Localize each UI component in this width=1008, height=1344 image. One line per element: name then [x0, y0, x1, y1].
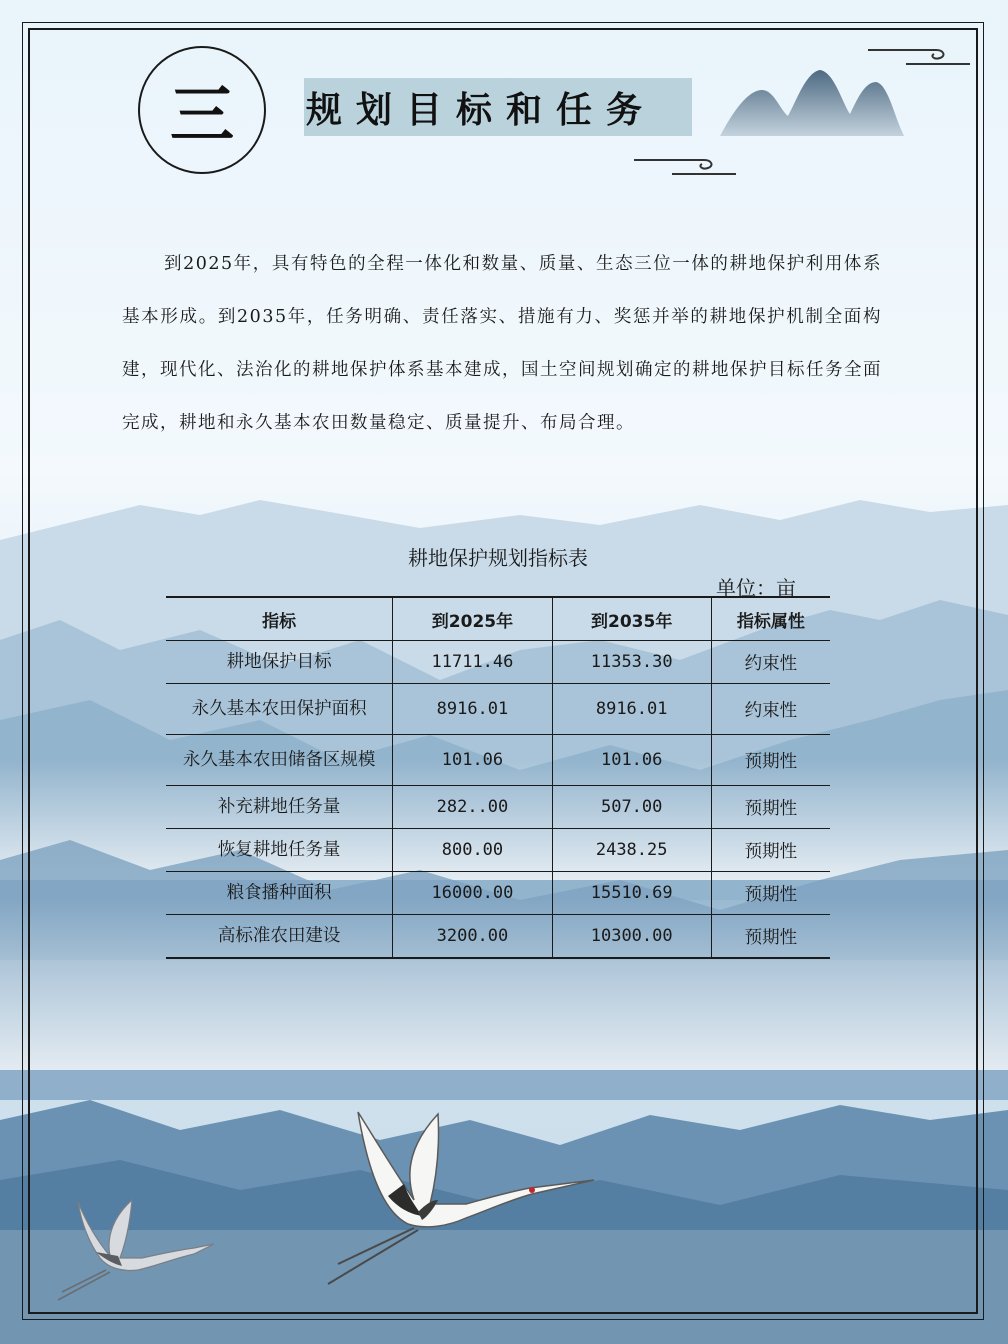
cell-2035: 11353.30 — [552, 641, 711, 684]
cell-2035: 15510.69 — [552, 872, 711, 915]
section-title-text: 规划目标和任务 — [306, 88, 657, 131]
cell-2035: 101.06 — [552, 735, 711, 786]
cell-attribute: 预期性 — [711, 915, 830, 959]
cell-attribute: 预期性 — [711, 872, 830, 915]
header-2035: 到2035年 — [552, 597, 711, 641]
table-row — [166, 872, 830, 915]
cell-indicator: 耕地保护目标 — [166, 641, 393, 684]
cell-2025: 282..00 — [393, 786, 552, 829]
table-unit: 单位：亩 — [716, 576, 796, 600]
cell-2025: 101.06 — [393, 735, 552, 786]
cell-2035: 507.00 — [552, 786, 711, 829]
header-indicator: 指标 — [166, 597, 393, 641]
cell-2025: 800.00 — [393, 829, 552, 872]
cell-2025: 11711.46 — [393, 641, 552, 684]
indicator-table — [166, 596, 830, 959]
table-title: 耕地保护规划指标表 — [408, 546, 588, 570]
header-attribute: 指标属性 — [711, 597, 830, 641]
cloud-line-icon — [632, 150, 744, 182]
header-2025: 到2025年 — [393, 597, 552, 641]
section-numeral — [138, 46, 266, 174]
section-numeral-text: 三 — [170, 78, 234, 153]
cell-attribute: 约束性 — [711, 641, 830, 684]
body-paragraph: 到2025年，具有特色的全程一体化和数量、质量、生态三位一体的耕地保护利用体系基本形成。到2035年，任务明确、责任落实、措施有力、奖惩并举的耕地保护机制全面构建，现代化、法治化的耕地保护体系基本建成，国土空间规划确定的耕地保护目标任务全面完成，耕地和永久基本农田数量稳定、质量提升、布局合理。 — [122, 254, 882, 433]
cell-indicator: 永久基本农田储备区规模 — [166, 735, 393, 786]
cell-2035: 8916.01 — [552, 684, 711, 735]
cell-2035: 10300.00 — [552, 915, 711, 959]
table-row — [166, 829, 830, 872]
cell-2025: 16000.00 — [393, 872, 552, 915]
cell-2025: 8916.01 — [393, 684, 552, 735]
cell-attribute: 预期性 — [711, 829, 830, 872]
table-header-row — [166, 597, 830, 641]
cell-indicator: 高标准农田建设 — [166, 915, 393, 959]
mountain-icon — [716, 66, 908, 142]
cell-attribute: 预期性 — [711, 735, 830, 786]
crane-icon — [56, 1196, 216, 1304]
cell-indicator: 恢复耕地任务量 — [166, 829, 393, 872]
table-row — [166, 684, 830, 735]
section-title — [304, 78, 692, 136]
table-row — [166, 915, 830, 959]
cell-indicator: 补充耕地任务量 — [166, 786, 393, 829]
table-row — [166, 641, 830, 684]
cell-2035: 2438.25 — [552, 829, 711, 872]
cell-attribute: 约束性 — [711, 684, 830, 735]
table-row — [166, 735, 830, 786]
cloud-line-icon — [862, 42, 974, 74]
cell-indicator: 永久基本农田保护面积 — [166, 684, 393, 735]
cell-indicator: 粮食播种面积 — [166, 872, 393, 915]
table-row — [166, 786, 830, 829]
crane-icon — [318, 1104, 598, 1288]
cell-2025: 3200.00 — [393, 915, 552, 959]
cell-attribute: 预期性 — [711, 786, 830, 829]
